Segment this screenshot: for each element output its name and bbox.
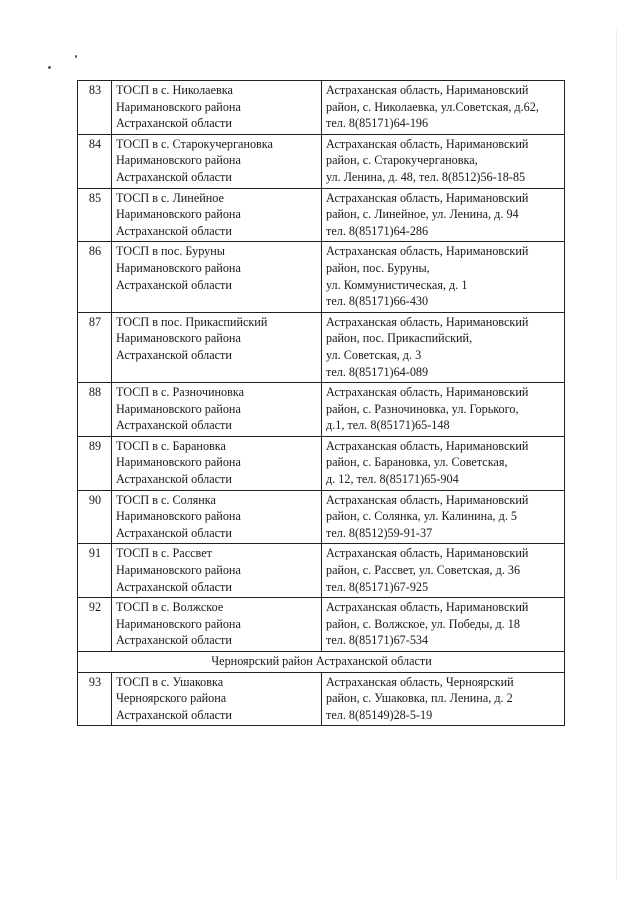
address-line: тел. 8(85171)67-925 — [326, 579, 429, 594]
row-number: 86 — [78, 242, 112, 312]
table-row — [78, 436, 565, 490]
organization-name-line: Наримановского района — [116, 260, 241, 275]
organization-name-line: ТОСП в пос. Прикаспийский — [116, 314, 268, 329]
organization-name — [112, 81, 322, 135]
organization-address — [322, 598, 565, 652]
row-number: 87 — [78, 312, 112, 382]
organization-name-line: Астраханской области — [116, 472, 232, 487]
organization-name-line: Наримановского района — [116, 563, 241, 578]
organization-name-line: Наримановского района — [116, 207, 241, 222]
organization-name-line: Астраханской области — [116, 116, 232, 131]
row-number: 88 — [78, 383, 112, 437]
address-line: район, с. Ушаковка, пл. Ленина, д. 2 — [326, 691, 513, 706]
organization-name-line: ТОСП в с. Ушаковка — [116, 674, 224, 689]
address-line: Астраханская область, Наримановский — [326, 244, 529, 259]
registry-table — [77, 80, 565, 726]
table-row — [78, 134, 565, 188]
organization-name — [112, 312, 322, 382]
organization-name-line: ТОСП в с. Барановка — [116, 438, 226, 453]
row-number: 83 — [78, 81, 112, 135]
organization-name-line: Наримановского района — [116, 99, 241, 114]
address-line: ул. Ленина, д. 48, тел. 8(8512)56-18-85 — [326, 169, 526, 184]
organization-address — [322, 383, 565, 437]
organization-name-line: Астраханской области — [116, 579, 232, 594]
address-line: тел. 8(85171)64-196 — [326, 116, 429, 131]
organization-address — [322, 134, 565, 188]
organization-name-line: Астраханской области — [116, 277, 232, 292]
organization-name-line: Наримановского района — [116, 509, 241, 524]
organization-name — [112, 598, 322, 652]
address-line: Астраханская область, Наримановский — [326, 190, 529, 205]
address-line: тел. 8(85171)67-534 — [326, 633, 429, 648]
organization-name — [112, 672, 322, 726]
address-line: Астраханская область, Наримановский — [326, 438, 529, 453]
section-row — [78, 652, 565, 673]
address-line: район, с. Рассвет, ул. Советская, д. 36 — [326, 563, 521, 578]
address-line: район, пос. Прикаспийский, — [326, 331, 473, 346]
table-row — [78, 242, 565, 312]
address-line: Астраханская область, Наримановский — [326, 83, 529, 97]
organization-name-line: Наримановского района — [116, 401, 241, 416]
organization-name-line: Астраханской области — [116, 525, 232, 540]
organization-name-line: ТОСП в с. Рассвет — [116, 546, 212, 561]
scan-edge-line — [616, 30, 617, 880]
table-row — [78, 490, 565, 544]
scan-speck — [48, 66, 51, 69]
table-row — [78, 544, 565, 598]
organization-address — [322, 312, 565, 382]
organization-name — [112, 134, 322, 188]
organization-name-line: ТОСП в с. Линейное — [116, 190, 224, 205]
address-line: район, с. Линейное, ул. Ленина, д. 94 — [326, 207, 519, 222]
organization-name-line: ТОСП в с. Солянка — [116, 492, 216, 507]
organization-name-line: Астраханской области — [116, 707, 232, 722]
address-line: Астраханская область, Наримановский — [326, 385, 529, 400]
organization-name-line: Черноярского района — [116, 691, 227, 706]
table-row — [78, 672, 565, 726]
organization-name — [112, 436, 322, 490]
section-heading: Черноярский район Астраханской области — [78, 652, 565, 673]
row-number: 92 — [78, 598, 112, 652]
address-line: район, с. Солянка, ул. Калинина, д. 5 — [326, 509, 518, 524]
organization-address — [322, 672, 565, 726]
table-row — [78, 81, 565, 135]
row-number: 85 — [78, 188, 112, 242]
organization-name — [112, 188, 322, 242]
address-line: Астраханская область, Черноярский — [326, 674, 514, 689]
organization-name-line: Наримановского района — [116, 616, 241, 631]
row-number: 93 — [78, 672, 112, 726]
row-number: 90 — [78, 490, 112, 544]
address-line: Астраханская область, Наримановский — [326, 600, 529, 615]
organization-name-line: ТОСП в с. Старокучергановка — [116, 136, 273, 151]
organization-name — [112, 383, 322, 437]
address-line: д. 12, тел. 8(85171)65-904 — [326, 472, 459, 487]
organization-address — [322, 544, 565, 598]
organization-address — [322, 188, 565, 242]
address-line: район, пос. Буруны, — [326, 260, 430, 275]
address-line: тел. 8(8512)59-91-37 — [326, 525, 433, 540]
address-line: район, с. Волжское, ул. Победы, д. 18 — [326, 616, 520, 631]
organization-name-line: ТОСП в с. Волжское — [116, 600, 224, 615]
table-row — [78, 383, 565, 437]
address-line: тел. 8(85171)64-286 — [326, 223, 429, 238]
organization-name-line: Наримановского района — [116, 153, 241, 168]
address-line: ул. Советская, д. 3 — [326, 347, 422, 362]
organization-name-line: Наримановского района — [116, 455, 241, 470]
organization-name — [112, 242, 322, 312]
address-line: тел. 8(85171)66-430 — [326, 294, 429, 309]
row-number: 89 — [78, 436, 112, 490]
address-line: д.1, тел. 8(85171)65-148 — [326, 418, 450, 433]
address-line: ул. Коммунистическая, д. 1 — [326, 277, 468, 292]
address-line: Астраханская область, Наримановский — [326, 546, 529, 561]
registry-table-body — [78, 81, 565, 726]
organization-name-line: ТОСП в с. Николаевка — [116, 83, 233, 97]
address-line: Астраханская область, Наримановский — [326, 492, 529, 507]
organization-name — [112, 544, 322, 598]
organization-address — [322, 436, 565, 490]
scan-speck — [75, 55, 77, 58]
address-line: Астраханская область, Наримановский — [326, 314, 529, 329]
organization-name-line: Астраханской области — [116, 418, 232, 433]
organization-name-line: ТОСП в с. Разночиновка — [116, 385, 244, 400]
address-line: тел. 8(85149)28-5-19 — [326, 707, 433, 722]
address-line: район, с. Николаевка, ул.Советская, д.62, — [326, 99, 539, 114]
row-number: 84 — [78, 134, 112, 188]
organization-name-line: ТОСП в пос. Буруны — [116, 244, 225, 259]
row-number: 91 — [78, 544, 112, 598]
table-row — [78, 188, 565, 242]
organization-address — [322, 81, 565, 135]
organization-name-line: Астраханской области — [116, 347, 232, 362]
organization-name-line: Астраханской области — [116, 223, 232, 238]
address-line: тел. 8(85171)64-089 — [326, 364, 429, 379]
organization-address — [322, 242, 565, 312]
organization-name-line: Астраханской области — [116, 633, 232, 648]
organization-name — [112, 490, 322, 544]
organization-name-line: Наримановского района — [116, 331, 241, 346]
address-line: район, с. Барановка, ул. Советская, — [326, 455, 508, 470]
address-line: Астраханская область, Наримановский — [326, 136, 529, 151]
address-line: район, с. Разночиновка, ул. Горького, — [326, 401, 519, 416]
table-row — [78, 598, 565, 652]
table-row — [78, 312, 565, 382]
organization-address — [322, 490, 565, 544]
organization-name-line: Астраханской области — [116, 169, 232, 184]
address-line: район, с. Старокучергановка, — [326, 153, 478, 168]
